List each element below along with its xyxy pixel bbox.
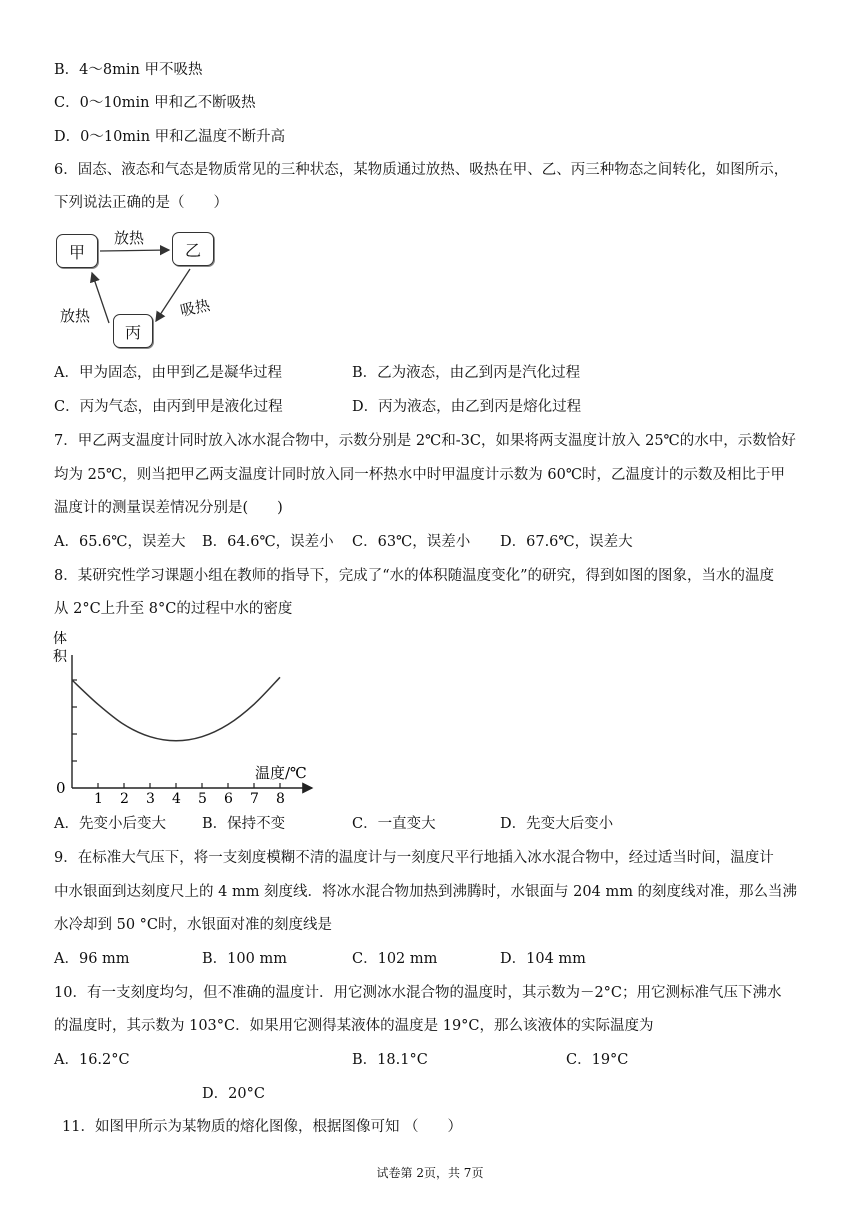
q8-option-d: D．先变大后变小 — [500, 816, 614, 832]
q8-option-b: B．保持不变 — [202, 816, 286, 832]
origin-label: 0 — [56, 779, 66, 797]
q10-option-d: D．20°C — [202, 1086, 265, 1102]
q6-stem-line1: 6．固态、液态和气态是物质常见的三种状态，某物质通过放热、吸热在甲、乙、丙三种物态之间转化，如图所示， — [54, 162, 789, 178]
state-diagram — [50, 225, 230, 355]
label-absorb-heat: 吸热 — [178, 296, 212, 320]
q7-option-b: B．64.6℃，误差小 — [202, 534, 334, 550]
q10-stem-line1: 10．有一支刻度均匀，但不准确的温度计．用它测冰水混合物的温度时，其示数为－2°C；用它测标准气压下沸水 — [54, 985, 782, 1001]
q7-stem-line2: 均为 25℃，则当把甲乙两支温度计同时放入同一杯热水中时甲温度计示数为 60℃时，乙温度计的示数及相比于甲 — [54, 467, 786, 483]
q10-option-b: B．18.1°C — [352, 1052, 428, 1068]
x-tick-label: 4 — [172, 791, 181, 807]
series-line-volume — [72, 677, 280, 740]
y-ticks — [72, 680, 77, 761]
q6-option-c: C．丙为气态，由丙到甲是液化过程 — [54, 399, 283, 415]
q7-stem-line3: 温度计的测量误差情况分别是( ) — [54, 500, 283, 516]
q7-option-d: D．67.6℃，误差大 — [500, 534, 633, 550]
q5-option-c: C．0～10min 甲和乙不断吸热 — [54, 95, 256, 111]
x-tick-label: 5 — [198, 791, 207, 807]
q9-stem-line1: 9．在标准大气压下，将一支刻度模糊不清的温度计与一刻度尺平行地插入冰水混合物中，经过适当时间，温度计 — [54, 850, 774, 866]
q9-option-d: D．104 mm — [500, 951, 586, 967]
q6-option-a: A．甲为固态，由甲到乙是凝华过程 — [54, 365, 282, 381]
q6-option-d: D．丙为液态，由乙到丙是熔化过程 — [352, 399, 582, 415]
arrow-bing-to-jia — [92, 273, 109, 323]
q9-stem-line2: 中水银面到达刻度尺上的 4 mm 刻度线．将冰水混合物加热到沸腾时，水银面与 204 mm 的刻度线对准，那么当沸 — [54, 884, 798, 900]
x-tick-label: 8 — [276, 791, 285, 807]
q10-option-a: A．16.2°C — [54, 1052, 130, 1068]
q9-option-c: C．102 mm — [352, 951, 438, 967]
arrow-jia-to-yi — [100, 250, 169, 251]
q5-option-b: B．4～8min 甲不吸热 — [54, 62, 203, 78]
q6-option-b: B．乙为液态，由乙到丙是汽化过程 — [352, 365, 581, 381]
q10-option-c: C．19°C — [566, 1052, 629, 1068]
q9-option-b: B．100 mm — [202, 951, 287, 967]
q8-option-a: A．先变小后变大 — [54, 816, 166, 832]
q8-stem-line2: 从 2°C上升至 8°C的过程中水的密度 — [54, 601, 293, 617]
x-tick-label: 6 — [224, 791, 233, 807]
q8-option-c: C．一直变大 — [352, 816, 436, 832]
state-box-bing: 丙 — [113, 314, 153, 348]
q7-option-c: C．63℃，误差小 — [352, 534, 471, 550]
y-axis-label-char2: 积 — [53, 649, 67, 665]
q8-stem-line1: 8．某研究性学习课题小组在教师的指导下，完成了“水的体积随温度变化”的研究，得到如图的图象，当水的温度 — [54, 568, 775, 584]
q6-stem-line2: 下列说法正确的是（ ） — [54, 195, 228, 211]
q7-option-a: A．65.6℃，误差大 — [54, 534, 186, 550]
y-axis-label-char1: 体 — [53, 631, 67, 647]
state-box-jia: 甲 — [56, 234, 98, 268]
q11-stem: 11．如图甲所示为某物质的熔化图像，根据图像可知 （ ） — [62, 1119, 463, 1135]
volume-temperature-chart — [50, 625, 320, 810]
x-tick-label: 2 — [120, 791, 129, 807]
state-box-yi: 乙 — [172, 232, 214, 266]
q9-option-a: A．96 mm — [54, 951, 130, 967]
x-tick-label: 3 — [146, 791, 155, 807]
q10-stem-line2: 的温度时，其示数为 103°C．如果用它测得某液体的温度是 19°C，那么该液体的实际温度为 — [54, 1018, 654, 1034]
x-axis-label: 温度/℃ — [255, 764, 307, 782]
label-release-heat-2: 放热 — [60, 307, 91, 325]
q7-stem-line1: 7．甲乙两支温度计同时放入冰水混合物中，示数分别是 2℃和-3C，如果将两支温度计放入 25℃的水中，示数恰好 — [54, 433, 796, 449]
label-release-heat-1: 放热 — [114, 229, 145, 247]
q9-stem-line3: 水冷却到 50 °C时，水银面对准的刻度线是 — [54, 917, 333, 933]
x-ticks — [94, 783, 285, 807]
x-tick-label: 1 — [94, 791, 103, 807]
page-footer: 试卷第 2页，共 7页 — [376, 1166, 484, 1180]
x-tick-label: 7 — [250, 791, 259, 807]
q5-option-d: D．0～10min 甲和乙温度不断升高 — [54, 129, 286, 145]
